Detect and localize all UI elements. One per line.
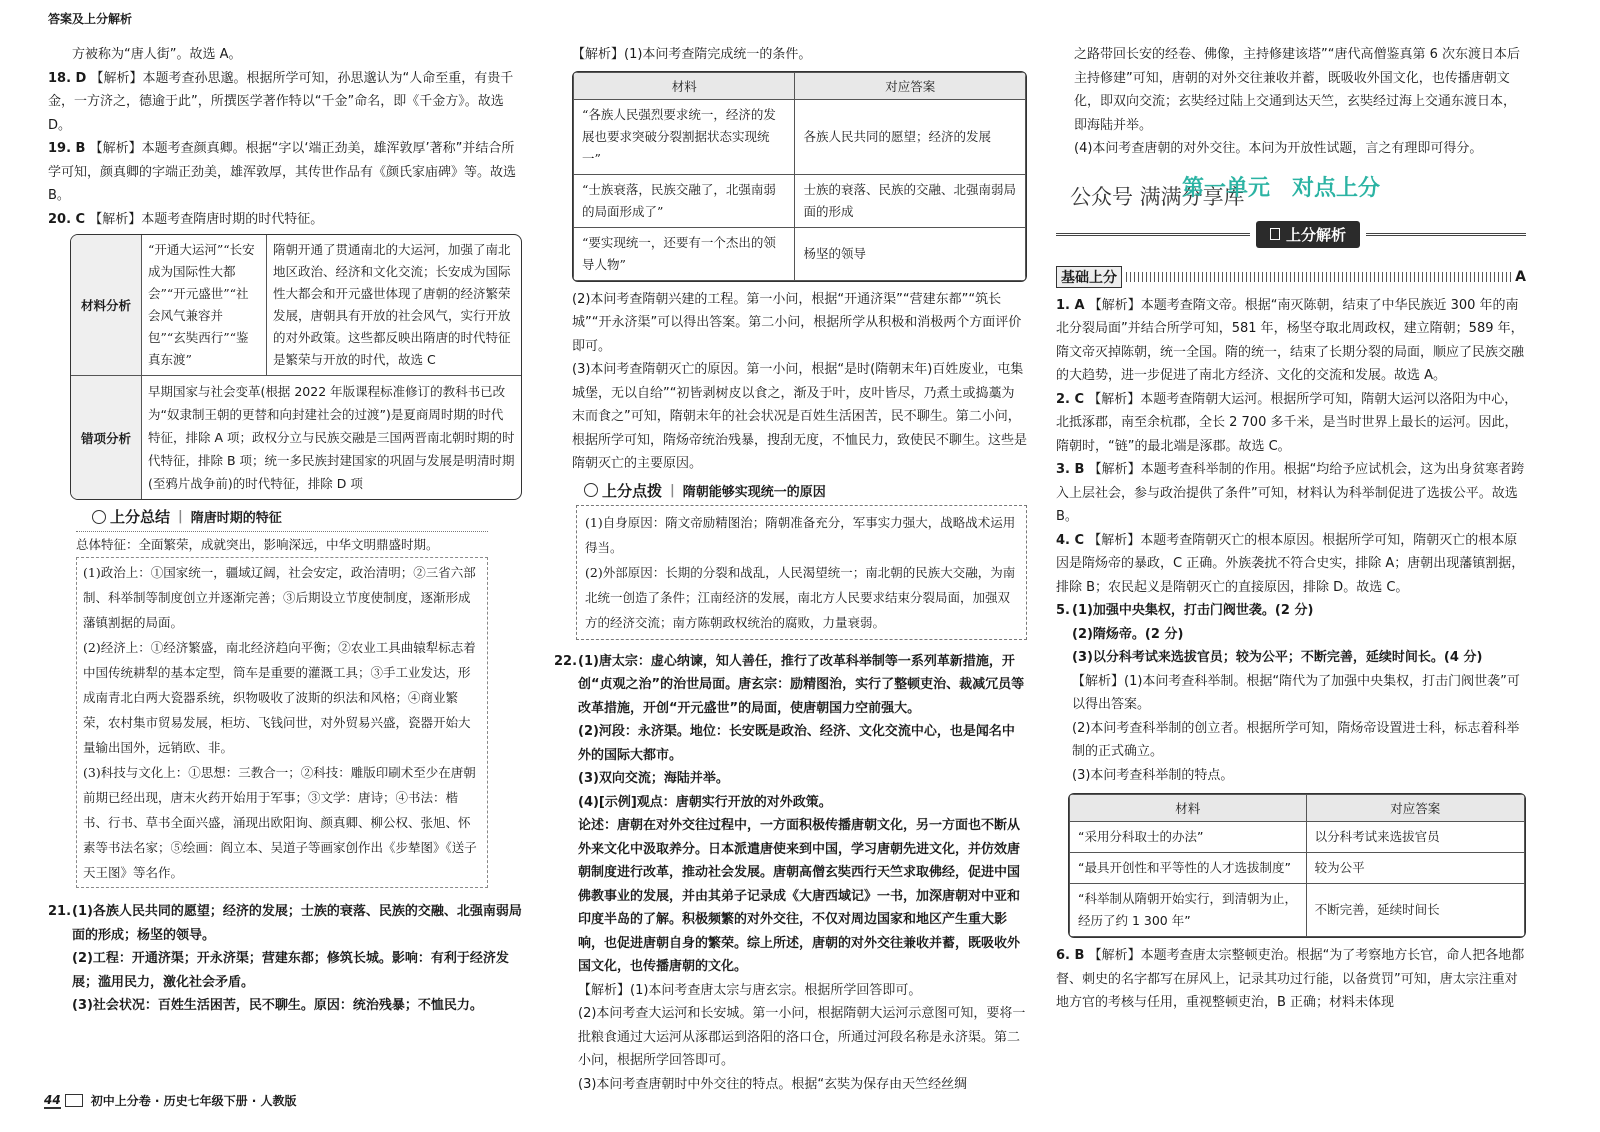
explain-line: (3)本问考查科举制的特点。 <box>1072 767 1234 783</box>
cell-material: “各族人民强烈要求统一，经济的发展也要求突破分裂割据状态实现统一” <box>574 99 795 174</box>
summary-line: (2)经济上：①经济繁盛，南北经济趋向平衡；②农业工具曲辕犁标志着中国传统耕犁的基本定型，筒车是重要的灌溉工具；③手工业发达，形成南青北白两大瓷器系统，织物吸收了波斯的织法和风格；④商业繁荣，农村集市贸易发展，柜坊、飞钱问世，对外贸易兴盛，瓷器开始大量输出国外，远销欧、非。 <box>83 640 476 755</box>
column-left <box>48 43 522 1018</box>
answer-20 <box>48 208 522 232</box>
cell-answer: 士族的衰落、民族的交融、北强南弱局面的形成 <box>795 174 1026 227</box>
banner-row <box>1056 221 1526 248</box>
table-row <box>574 99 1026 174</box>
wrong-analysis: 早期国家与社会变革(根据 2022 年版课程标准修订的教科书已改为“奴隶制王朝的更替和向封建社会的过渡”)是夏商周时期的时代特征，排除 A 项；政权分立与民族交融是三国两晋南北朝时期的时代特征，排除 B 项；统一多民族封建国家的巩固与发展是明清时期(至鸦片战争前)的时代特征，排除 D 项 <box>148 384 515 491</box>
tip-line: (1)自身原因：隋文帝励精图治；隋朝准备充分，军事实力强大，战略战术运用得当。 <box>585 514 1016 555</box>
cell-material: “科举制从隋朝开始实行，到清朝为止，经历了约 1 300 年” <box>1070 884 1307 937</box>
cell-answer: 不断完善，延续时间长 <box>1306 884 1524 937</box>
answer-text: 【解析】本题考查隋唐时期的时代特征。 <box>89 211 324 227</box>
summary-box <box>76 531 488 888</box>
summary-line: 总体特征：全面繁荣，成就突出，影响深远，中华文明鼎盛时期。 <box>76 537 439 552</box>
explain-line: (2)本问考查隋朝兴建的工程。第一小问，根据“开通济渠”“营建东都”“筑长城”“开永济渠”可以得出答案。第二小问，根据所学从积极和消极两个方面评价即可。 <box>572 291 1022 354</box>
explain-line: 之路带回长安的经卷、佛像，主持修建该塔”“唐代高僧鉴真第 6 次东渡日本后主持修建”可知，唐朝的对外交往兼收并蓄，既吸收外国文化，也传播唐朝文化，即双向交流；玄奘经过陆上交通到达天竺，玄奘经过海上交通东渡日本，即海陆并举。 <box>1074 47 1521 133</box>
answer-label: 3. B <box>1056 462 1085 477</box>
explain-line: (3)本问考查隋朝灭亡的原因。第一小问，根据“是时(隋朝末年)百姓废业，屯集城堡，无以自给”“初皆剥树皮以食之，渐及于叶，皮叶皆尽，乃煮土或捣藁为末而食之”可知，隋朝末年的社会状况是百姓生活困苦，民不聊生。第二小问，根据所学可知，隋炀帝统治残暴，搜刮无度，不恤民力，致使民不聊生。这些是隋朝灭亡的主要原因。 <box>572 362 1028 471</box>
cell-answer: 杨坚的领导 <box>795 227 1026 280</box>
analysis-table <box>70 234 522 500</box>
page-header: 答案及上分解析 <box>48 12 133 26</box>
col-header-material: 材料 <box>574 72 795 99</box>
summary-label: 上分总结 <box>110 508 171 526</box>
summary-title: 隋唐时期的特征 <box>190 511 282 526</box>
cell-material: “士族衰落，民族交融了，北强南弱的局面形成了” <box>574 174 795 227</box>
book-title: 初中上分卷 · 历史七年级下册 · 人教版 <box>90 1094 297 1108</box>
tip-label: 上分点拨 <box>602 481 663 500</box>
explain-line: (2)本问考查大运河和长安城。第一小问，根据隋朝大运河示意图可知，要将一批粮食通过大运河从涿郡运到洛阳的洛口仓，所通过河段名称是永济渠。第二小问，根据所学回答即可。 <box>578 1006 1026 1068</box>
explain-line: 【解析】(1)本问考查唐太宗与唐玄宗。根据所学回答即可。 <box>578 982 922 998</box>
doc-icon <box>1270 228 1280 240</box>
answer-part: (3)双向交流；海陆并举。 <box>578 771 729 786</box>
answer-label: 1. A <box>1056 297 1085 313</box>
answer-text: 【解析】本题考查科举制的作用。根据“均给予应试机会，这为出身贫寒者跨入上层社会，参与政治提供了条件”可知，材料认为科举制促进了选拔公平。故选 B。 <box>1056 462 1525 524</box>
answer-text: 【解析】本题考查唐太宗整顿吏治。根据“为了考察地方长官，命人把各地都督、刺史的名字都写在屏风上，记录其功过行能，以备赏罚”可知，唐太宗注重对地方官的考核与任用，重视整顿吏治，B 正确；材料未体现 <box>1056 948 1525 1010</box>
target-icon <box>584 483 598 497</box>
answer-5 <box>1056 599 1526 787</box>
cell-answer: 各族人民共同的愿望；经济的发展 <box>795 99 1026 174</box>
level-a-icon: A <box>1515 268 1526 285</box>
row-header-material: 材料分析 <box>71 235 142 375</box>
answer-label: 21. <box>48 904 72 919</box>
watermark: 公众号 满满分享库 <box>1070 184 1245 209</box>
answer-part: (1)各族人民共同的愿望；经济的发展；士族的衰落、民族的交融、北强南弱局面的形成；杨坚的领导。 <box>72 904 522 943</box>
table-row <box>1070 884 1525 937</box>
table-row <box>1070 853 1525 884</box>
answer-3 <box>1056 458 1526 529</box>
page-footer <box>44 1092 297 1109</box>
unit-header <box>1056 167 1526 215</box>
material-cell: “开通大运河”“长安成为国际性大都会”“开元盛世”“社会风气兼容并包”“玄奘西行”“鉴真东渡” <box>142 235 267 375</box>
column-right <box>1056 43 1526 1015</box>
unit-title: 第一单元 对点上分 <box>1182 174 1381 201</box>
summary-heading: 上分总结 | 隋唐时期的特征 <box>92 506 522 527</box>
answer-label: 19. B <box>48 141 86 156</box>
basic-heading <box>1056 266 1526 288</box>
answer-label: 22. <box>554 653 578 669</box>
answer-2 <box>1056 388 1526 459</box>
answer-part: 论述：唐朝在对外交往过程中，一方面积极传播唐朝文化，另一方面也不断从外来文化中汲取养分。日本派遣唐使来到中国，学习唐朝先进文化，并仿效唐朝制度进行改革，推动社会发展。唐朝高僧玄奘西行天竺求取佛经，促进中国佛教事业的发展，并由其弟子记录成《大唐西域记》一书，加深唐朝对中亚和印度半岛的了解。积极频繁的对外交往，不仅对周边国家和地区产生重大影响，也促进唐朝自身的繁荣。综上所述，唐朝的对外交往兼收并蓄，既吸收外国文化，也传播唐朝的文化。 <box>578 818 1021 974</box>
answer-6 <box>1056 944 1526 1015</box>
cell-material: “要实现统一，还要有一个杰出的领导人物” <box>574 227 795 280</box>
explain-line: (4)本问考查唐朝的对外交往。本问为开放性试题，言之有理即可得分。 <box>1074 141 1483 156</box>
table-row <box>574 227 1026 280</box>
answer-label: 18. D <box>48 70 87 86</box>
answer-text: 【解析】本题考查隋朝灭亡的根本原因。根据所学可知，隋朝灭亡的根本原因是隋炀帝的暴政，C 正确。外族袭扰不符合史实，排除 A；唐朝出现藩镇割据，排除 B；农民起义是隋朝灭亡的直接原因，排除 D。故选 C。 <box>1056 532 1525 595</box>
col-header-answer: 对应答案 <box>1306 795 1524 822</box>
table-row <box>574 174 1026 227</box>
col-header-material: 材料 <box>1070 795 1307 822</box>
answer-21 <box>48 900 522 1018</box>
cell-material: “采用分科取士的办法” <box>1070 822 1307 853</box>
answer-part: (4)[示例]观点：唐朝实行开放的对外政策。 <box>578 794 832 810</box>
column-middle <box>554 43 1028 1096</box>
answer-label: 4. C <box>1056 532 1085 548</box>
answer-text: 【解析】本题考查孙思邈。根据所学可知，孙思邈认为“人命至重，有贵千金，一方济之，德逾于此”，所撰医学著作特以“千金”命名，即《千金方》。故选 D。 <box>48 70 514 133</box>
basic-label: 基础上分 <box>1056 266 1122 288</box>
explain-line: 【解析】(1)本问考查科举制。根据“隋代为了加强中央集权，打击门阀世袭”可以得出答案。 <box>1072 673 1520 712</box>
explain-line: (3)本问考查唐朝时中外交往的特点。根据“玄奘为保存由天竺经丝绸 <box>578 1076 968 1092</box>
answer-4 <box>1056 529 1526 600</box>
answer-part: (2)隋炀帝。(2 分) <box>1072 626 1184 642</box>
target-icon <box>92 510 106 524</box>
banner-label: 上分解析 <box>1256 221 1360 248</box>
answer-part: (3)以分科考试来选拔官员；较为公平；不断完善，延续时间长。(4 分) <box>1072 650 1483 665</box>
table-row <box>1070 822 1525 853</box>
tip-heading: 上分点拨 | 隋朝能够实现统一的原因 <box>584 480 1027 501</box>
answer-text: 【解析】本题考查隋朝大运河。根据所学可知，隋朝大运河以洛阳为中心，北抵涿郡，南至余杭郡，全长 2 700 多千米，是当时世界上最长的运河。因此，隋朝时，“链”的最北端是涿郡。故选 C。 <box>1056 391 1518 454</box>
answer-part: (3)社会状况：百姓生活困苦，民不聊生。原因：统治残暴；不恤民力。 <box>72 998 483 1013</box>
summary-line: (1)政治上：①国家统一，疆域辽阔，社会安定，政治清明；②三省六部制、科举制等制度创立并逐渐完善；③后期设立节度使制度，逐渐形成藩镇割据的局面。 <box>83 565 476 630</box>
answer-text: 【解析】本题考查隋文帝。根据“南灭陈朝，结束了中华民族近 300 年的南北分裂局面”并结合所学可知，581 年，杨坚夺取北周政权，建立隋朝；589 年，隋文帝灭掉陈朝，统一全国。隋的统一，结束了长期分裂的局面，顺应了民族交融的大趋势，进一步促进了南北方经济、文化的交流和发展。故选 A。 <box>1056 297 1525 383</box>
answer-part: (1)唐太宗：虚心纳谏，知人善任，推行了改革科举制等一系列革新措施，开创“贞观之治”的治世局面。唐玄宗：励精图治，实行了整顿吏治、裁减冗员等改革措施，开创“开元盛世”的局面，使唐朝国力空前强大。 <box>578 653 1025 716</box>
answer-18 <box>48 67 522 138</box>
tip-box <box>576 505 1027 640</box>
book-icon <box>65 1094 83 1107</box>
explain-line: (2)本问考查科举制的创立者。根据所学可知，隋炀帝设置进士科，标志着科举制的正式确立。 <box>1072 720 1520 759</box>
cell-answer: 较为公平 <box>1306 853 1524 884</box>
answer-part: (2)工程：开通济渠；开永济渠；营建东都；修筑长城。影响：有利于经济发展；滥用民力，激化社会矛盾。 <box>72 951 509 990</box>
text-line: 方被称为“唐人街”。故选 A。 <box>72 47 242 62</box>
cell-answer: 以分科考试来选拔官员 <box>1306 822 1524 853</box>
explain-line: 【解析】(1)本问考查隋完成统一的条件。 <box>572 47 812 62</box>
cell-material: “最具开创性和平等性的人才选拔制度” <box>1070 853 1307 884</box>
answer-part: (1)加强中央集权，打击门阀世袭。(2 分) <box>1072 603 1314 618</box>
tip-title: 隋朝能够实现统一的原因 <box>682 484 826 500</box>
imperial-exam-table <box>1068 793 1526 938</box>
summary-line: (3)科技与文化上：①思想：三教合一；②科技：雕版印刷术至少在唐朝前期已经出现，唐末火药开始用于军事；③文学：唐诗；④书法：楷书、行书、草书全面兴盛，涌现出欧阳询、颜真卿、柳公权、张旭、怀素等书法名家；⑤绘画：阎立本、吴道子等画家创作出《步辇图》《送子天王图》等名作。 <box>83 765 477 880</box>
answer-19 <box>48 137 522 208</box>
condition-table <box>572 71 1027 282</box>
answer-label: 20. C <box>48 211 86 227</box>
row-header-wrong: 错项分析 <box>71 376 142 499</box>
answer-22 <box>554 650 1027 1097</box>
answer-label: 6. B <box>1056 948 1085 963</box>
page-number: 44 <box>44 1092 61 1107</box>
col-header-answer: 对应答案 <box>795 72 1026 99</box>
tip-line: (2)外部原因：长期的分裂和战乱，人民渴望统一；南北朝的民族大交融，为南北统一创造了条件；江南经济的发展，南北方人民要求结束分裂局面，加强双方的经济交流；南方陈朝政权统治的腐败，力量衰弱。 <box>585 564 1016 630</box>
answer-label: 2. C <box>1056 391 1085 407</box>
answer-text: 【解析】本题考查颜真卿。根据“字以‘端正劲美，雄浑敦厚’著称”并结合所学可知，颜真卿的字端正劲美，雄浑敦厚，其传世作品有《颜氏家庙碑》等。故选 B。 <box>48 141 517 203</box>
answer-1 <box>1056 294 1526 388</box>
material-analysis: 隋朝开通了贯通南北的大运河，加强了南北地区政治、经济和文化交流；长安成为国际性大都会和开元盛世体现了唐朝的经济繁荣发展，唐朝具有开放的社会风气，实行开放的对外政策。这些都反映出隋唐的时代特征是繁荣与开放的时代，故选 C <box>273 242 511 367</box>
answer-label: 5. <box>1056 603 1070 618</box>
answer-part: (2)河段：永济渠。地位：长安既是政治、经济、文化交流中心，也是闻名中外的国际大都市。 <box>578 724 1015 763</box>
